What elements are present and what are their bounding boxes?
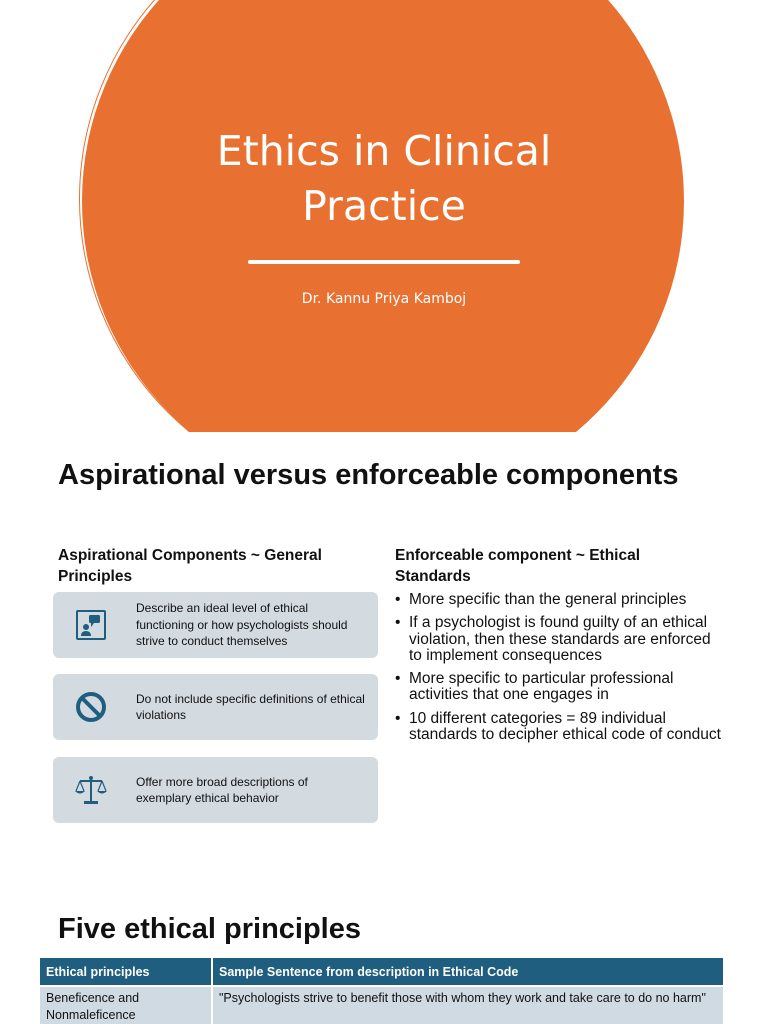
- table-header-cell: Sample Sentence from description in Ethical Code: [212, 958, 723, 986]
- aspirational-card: [53, 592, 378, 658]
- table-header-cell: Ethical principles: [40, 958, 212, 986]
- card-text: Do not include specific definitions of ethical violations: [136, 691, 365, 722]
- presentation-title: Ethics in Clinical Practice: [216, 127, 552, 230]
- list-item: • More specific than the general principles: [395, 592, 725, 608]
- slide-heading: Five ethical principles: [58, 913, 361, 945]
- principles-slide: [0, 864, 768, 1024]
- list-item: • If a psychologist is found guilty of an ethical violation, then these standards are enforced to implement consequences: [395, 615, 725, 664]
- title-divider: [248, 260, 520, 264]
- card-text: Offer more broad descriptions of exemplary ethical behavior: [136, 774, 308, 805]
- aspirational-card: [53, 757, 378, 823]
- list-item: • 10 different categories = 89 individual standards to decipher ethical code of conduct: [395, 711, 725, 744]
- table-header-row: [40, 958, 723, 986]
- slide-heading: Aspirational versus enforceable components: [58, 459, 679, 491]
- enforceable-bullet-list: [395, 592, 725, 750]
- prohibited-icon: [73, 689, 109, 725]
- table-cell: Beneficence and Nonmaleficence: [40, 986, 212, 1024]
- table-row: [40, 986, 723, 1024]
- principles-table: [40, 958, 723, 1024]
- scales-of-justice-icon: [73, 772, 109, 808]
- title-slide: [0, 0, 768, 432]
- presenter-speech-bubble-icon: [73, 607, 109, 643]
- aspirational-column-heading: Aspirational Components ~ General Principles: [58, 547, 322, 585]
- components-slide: [0, 432, 768, 864]
- list-item: • More specific to particular professional activities that one engages in: [395, 671, 725, 704]
- table-cell: "Psychologists strive to benefit those with whom they work and take care to do no harm": [212, 986, 723, 1024]
- enforceable-column-heading: Enforceable component ~ Ethical Standards: [395, 547, 641, 585]
- card-text: Describe an ideal level of ethical functioning or how psychologists should strive to conduct themselves: [136, 601, 348, 649]
- author-name: Dr. Kannu Priya Kamboj: [301, 291, 467, 307]
- aspirational-card: [53, 674, 378, 740]
